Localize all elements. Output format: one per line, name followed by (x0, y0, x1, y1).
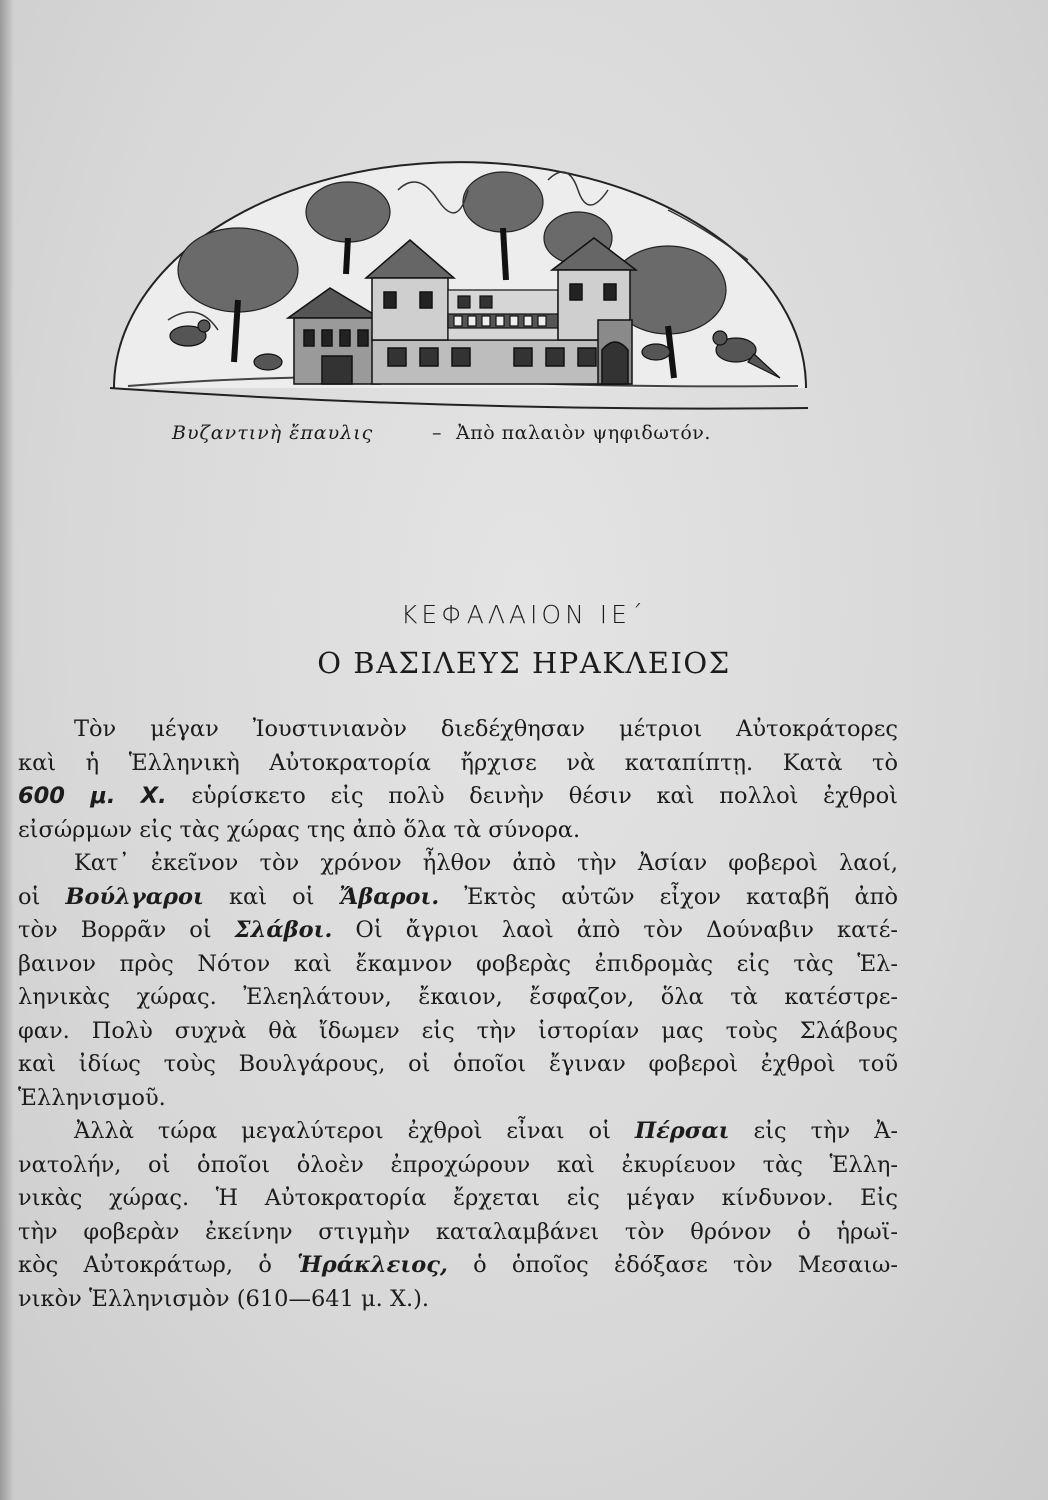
text-line (18, 1115, 898, 1149)
text-line: νικὰς χώρας. Ἡ Αὐτοκρατορία ἔρχεται εἰς μέγαν κίνδυνον. Εἰς (18, 1185, 898, 1211)
text-span: καὶ οἱ (203, 883, 340, 910)
text-span: εἰς τὴν Ἀ- (729, 1118, 898, 1144)
text-span: κὸς Αὐτοκράτωρ, ὁ (18, 1252, 298, 1278)
text-line: νατολήν, οἱ ὁποῖοι ὁλοὲν ἐπροχώρουν καὶ ἐκυρίευον τὰς Ἑλλη- (18, 1151, 898, 1178)
text-line: ληνικὰς χώρας. Ἐλεηλάτουν, ἔκαιον, ἔσφαζον, ὅλα τὰ κατέστρε- (18, 984, 898, 1010)
text-line: καὶ ἰδίως τοὺς Βουλγάρους, οἱ ὁποῖοι ἔγιναν φοβεροὶ ἐχθροὶ τοῦ (18, 1051, 898, 1077)
text-span: ὁ ὁποῖος ἐδόξασε τὸν Μεσαιω- (447, 1252, 898, 1278)
text-span: τὸν Βορρᾶν οἱ (18, 917, 235, 943)
text-span: οἱ (18, 883, 66, 910)
text-span: Ἐκτὸς αὐτῶν εἶχον καταβῆ ἀπὸ (439, 883, 898, 910)
text-span: Οἱ ἄγριοι λαοὶ ἀπὸ τὸν Δούναβιν κατέ- (332, 917, 899, 943)
emphasis-bulgarians: Βούλγαροι (65, 883, 204, 910)
caption-dash: – (432, 422, 442, 444)
text-line: τὴν φοβερὰν ἐκείνην στιγμὴν καταλαμβάνει τὸν θρόνον ὁ ἡρωϊ- (18, 1218, 898, 1245)
caption-title: Βυζαντινὴ ἔπαυλις (172, 422, 374, 444)
text-span: Ἀλλὰ τώρα μεγαλύτεροι ἐχθροὶ εἶναι οἱ (74, 1118, 635, 1144)
text-line: Κατ᾽ ἐκεῖνον τὸν χρόνον ἦλθον ἀπὸ τὴν Ἀσίαν φοβεροὶ λαοί, (74, 850, 898, 876)
chapter-title: Ο ΒΑΣΙΛΕΥΣ ΗΡΑΚΛΕΙΟΣ (317, 646, 731, 680)
emphasis-heraclius: Ἡράκλειος, (297, 1252, 448, 1278)
date-label: 600 μ. Χ. (18, 783, 167, 809)
text-line: Ἑλληνισμοῦ. (18, 1084, 166, 1111)
emphasis-avars: Ἄβαροι. (339, 883, 440, 910)
text-line (18, 881, 898, 915)
illustration-caption (0, 422, 1048, 452)
text-line (18, 780, 898, 814)
emphasis-slavs: Σλάβοι. (234, 917, 333, 943)
text-span: εὑρίσκετο εἰς πολὺ δεινὴν θέσιν καὶ πολλοὶ ἐχθροὶ (166, 783, 898, 809)
text-line: βαινον πρὸς Νότον καὶ ἔκαμνον φοβερὰς ἐπιδρομὰς εἰς τὰς Ἑλ- (18, 950, 898, 977)
text-line: νικὸν Ἑλληνισμὸν (610—641 μ. Χ.). (18, 1285, 430, 1312)
text-line: καὶ ἡ Ἑλληνικὴ Αὐτοκρατορία ἤρχισε νὰ καταπίπτῃ. Κατὰ τὸ (18, 749, 898, 776)
text-line: εἰσώρμων εἰς τὰς χώρας της ἀπὸ ὅλα τὰ σύνορα. (18, 816, 581, 843)
text-line: φαν. Πολὺ συχνὰ θὰ ἴδωμεν εἰς τὴν ἱστορίαν μας τοὺς Σλάβους (18, 1017, 898, 1044)
text-line (18, 914, 898, 948)
text-line (18, 1249, 898, 1283)
chapter-label: ΚΕΦΑΛΑΙΟΝ ΙΕ΄ (401, 600, 647, 629)
caption-source: Ἀπὸ παλαιὸν ψηφιδωτόν. (456, 422, 711, 444)
page-edge-shadow (0, 0, 14, 1500)
emphasis-persians: Πέρσαι (634, 1118, 730, 1144)
body-text (18, 713, 898, 1316)
byzantine-villa-illustration (108, 150, 808, 412)
text-line: Τὸν μέγαν Ἰουστινιανὸν διεδέχθησαν μέτριοι Αὐτοκράτορες (74, 716, 898, 742)
